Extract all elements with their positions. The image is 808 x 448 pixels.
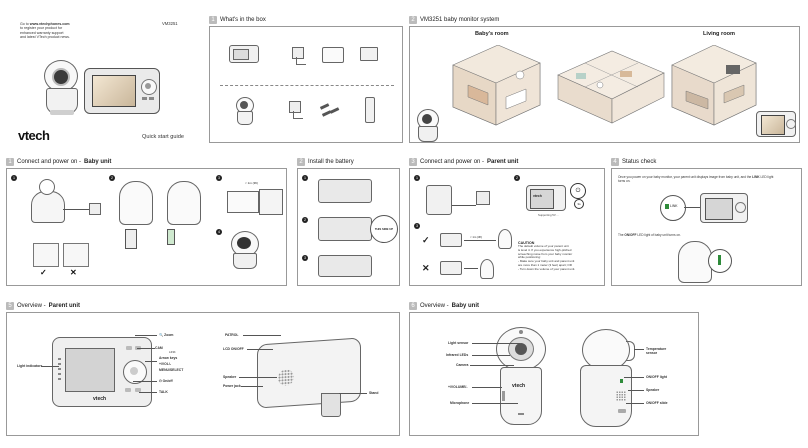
overview-baby-panel: [409, 312, 699, 436]
parent-front-brand: vtech: [93, 396, 107, 402]
baby-onoff-slide[interactable]: [618, 409, 626, 413]
baby-onoff-light: [620, 379, 623, 383]
battery-header: 2 Install the battery: [297, 158, 354, 166]
status-panel: [611, 168, 802, 286]
parent-unit-item: [229, 45, 259, 63]
baby-speaker-grille: [616, 391, 626, 401]
label-power-jack: Power jack: [223, 384, 241, 388]
led-indicator-illustration: [167, 229, 175, 245]
power-adapter-item-2: [285, 99, 307, 121]
distance-label-ok: < 1m (3ft): [470, 235, 483, 239]
power-baby-panel: [6, 168, 287, 286]
battery-item: [360, 47, 378, 61]
overview-parent-panel: [6, 312, 400, 436]
label-talk: TALK: [159, 390, 168, 394]
slide-switch-illustration: [125, 229, 137, 249]
model-number: VM3251: [162, 21, 178, 26]
label-camera: Camera: [456, 363, 469, 367]
status-parent-unit: [700, 193, 748, 223]
baby-front-brand: vtech: [512, 383, 526, 389]
distance-parent-2: [440, 261, 462, 275]
label-link: LINK: [169, 350, 176, 354]
parent-step-3: 3: [416, 224, 418, 228]
parent-power-button[interactable]: [125, 388, 131, 392]
register-text: Go to www.vtechphones.com to register your product for enhanced warranty support and latest VTech product news.: [20, 22, 70, 40]
in-box-header: 1 What's in the box: [209, 16, 266, 24]
label-temp-sensor: Temperature sensor: [646, 347, 667, 355]
separator-line: [220, 85, 394, 86]
correct-placement-illustration: ✓: [33, 243, 59, 267]
vtech-logo: vtech: [18, 128, 50, 143]
onoff-led-callout: [708, 249, 732, 273]
baby-camera-illustration: [40, 60, 84, 118]
parent-unit-front-illustration: [526, 185, 566, 211]
baby-unit-side-illustration-1: [119, 181, 153, 225]
parent-step-2: 2: [516, 176, 518, 180]
battery-cover-illustration-1: [318, 179, 372, 203]
status-text-1: Once you power on your baby monitor, your parent unit displays image from baby unit, and the LINK LED light turns on.: [618, 175, 774, 183]
status-text-2: The ON/OFF LED light of baby unit turns on.: [618, 233, 681, 237]
link-led-callout: [660, 195, 686, 221]
label-cam: CAM: [155, 346, 163, 350]
distance-line-1: [464, 240, 496, 241]
distance-line-2: [464, 268, 478, 269]
battery-step-2: 2: [304, 218, 306, 222]
distance-baby-1: [498, 229, 512, 249]
label-speaker: Speaker: [223, 375, 237, 379]
parent-speaker-grille: [278, 369, 294, 386]
baby-volume-buttons[interactable]: [502, 391, 505, 401]
distance-parent-1: [440, 233, 462, 247]
power-baby-header: 1 Connect and power on - Baby unit: [6, 158, 111, 166]
step-marker-3: 3: [218, 176, 220, 180]
label-onoff-slide: ON/OFF slide: [646, 401, 668, 405]
battery-cover-illustration-2: [318, 217, 372, 241]
parent-unit-back-illustration: [426, 185, 452, 215]
battery-step-3: 3: [304, 256, 306, 260]
system-header: 2 VM3251 baby monitor system: [409, 16, 499, 24]
label-onoff-light: ON/OFF light: [646, 375, 667, 379]
baby-temperature-sensor: [626, 341, 635, 361]
distance-baby-2: [480, 259, 494, 279]
power-button-callout-2: 3s: [574, 199, 584, 209]
parent-stand: [321, 393, 341, 417]
distance-label: < 1m (3ft): [245, 181, 258, 185]
system-baby-camera: [414, 109, 440, 141]
battery-panel: [297, 168, 400, 286]
living-room-label: Living room: [703, 31, 736, 37]
system-panel: [409, 26, 800, 143]
house-illustration: [550, 45, 668, 127]
baby-unit-tilt-illustration: [229, 231, 259, 269]
living-room-illustration: [668, 45, 758, 127]
label-speaker-baby: Speaker: [646, 388, 660, 392]
crib-illustration: [227, 181, 283, 219]
power-button-callout: ⏻: [570, 183, 586, 199]
label-lcd-onoff: LCD ON/OFF: [223, 347, 244, 351]
label-arrow-keys: Arrow keys: [159, 356, 178, 360]
step-marker-1: 1: [13, 176, 15, 180]
label-menu-select: MENU/SELECT: [159, 368, 184, 372]
babys-room-label: Baby's room: [475, 31, 509, 37]
quick-start-title: Quick start guide: [142, 134, 184, 140]
parent-lcd-screen: [65, 348, 115, 392]
caution-title: CAUTION: [518, 241, 535, 245]
status-baby-unit: [678, 241, 712, 283]
parent-unit-illustration: [84, 68, 160, 114]
this-side-up-label: THIS SIDE UP: [370, 215, 398, 243]
system-parent-unit: [756, 111, 796, 137]
parent-zoom-button[interactable]: [126, 346, 132, 350]
link-led-label: LINK: [670, 204, 678, 208]
label-vol: +/VOL/-: [159, 362, 171, 366]
step-marker-4: 4: [218, 230, 220, 234]
wrong-placement-illustration: ✕: [63, 243, 89, 267]
baby-unit-connect-illustration: [25, 179, 105, 225]
screws-item: [320, 103, 344, 117]
label-microphone: Microphone: [450, 401, 470, 405]
baby-room-illustration: [448, 45, 543, 127]
baby-unit-item: [234, 97, 254, 123]
overview-parent-header: 5 Overview - Parent unit: [6, 302, 80, 310]
overview-baby-header: 6 Overview - Baby unit: [409, 302, 479, 310]
caution-lines: The default volume of your parent unit is level 4. If you experience high-pitched screeching noise from your baby monitor while positioning: - Make sure your baby unit and parent unit are more than 1 meter (3 feet) apart; OR - Turn down the volume of your parent unit.: [518, 244, 576, 271]
power-parent-header: 3 Connect and power on - Parent unit: [409, 158, 518, 166]
parent-light-indicators: [58, 358, 61, 380]
label-light-sensor: Light sensor: [448, 341, 469, 345]
label-patrol: PATROL: [225, 333, 239, 337]
label-infrared-leds: Infrared LEDs: [446, 353, 469, 357]
website-link[interactable]: www.vtechphones.com: [29, 22, 70, 26]
baby-microphone: [518, 413, 524, 415]
label-onoff: ⏻ On/off: [159, 379, 173, 383]
power-adapter-item: [288, 45, 310, 67]
correct-distance-check: ✓: [422, 235, 430, 245]
caution-block: [518, 241, 602, 272]
in-box-panel: [209, 26, 403, 143]
baby-unit-side-illustration-2: [167, 181, 201, 225]
label-light-indicators: Light indicators: [17, 364, 43, 368]
wall-mount-item: [365, 97, 375, 123]
wrong-distance-cross: ✕: [422, 263, 430, 273]
parent-screen-brand: vtech: [533, 194, 542, 198]
cover-panel: [0, 0, 205, 148]
battery-cover-illustration-3: [318, 255, 372, 277]
baby-side-view: [580, 329, 634, 429]
parent-step-1: 1: [416, 176, 418, 180]
baby-light-sensor: [519, 330, 523, 334]
parent-adapter-illustration: [476, 191, 490, 205]
step-marker-2: 2: [111, 176, 113, 180]
label-zoom: 🔍 Zoom: [159, 333, 174, 337]
supporting-text: Supporting 5V ...: [538, 213, 559, 217]
label-stand: Stand: [369, 391, 379, 395]
label-volume: +/VOLUME/-: [448, 385, 468, 389]
status-header: 4 Status check: [611, 158, 656, 166]
battery-step-1: 1: [304, 176, 306, 180]
parent-select-button[interactable]: [130, 367, 138, 375]
stand-item: [322, 47, 344, 63]
power-parent-panel: [409, 168, 605, 286]
